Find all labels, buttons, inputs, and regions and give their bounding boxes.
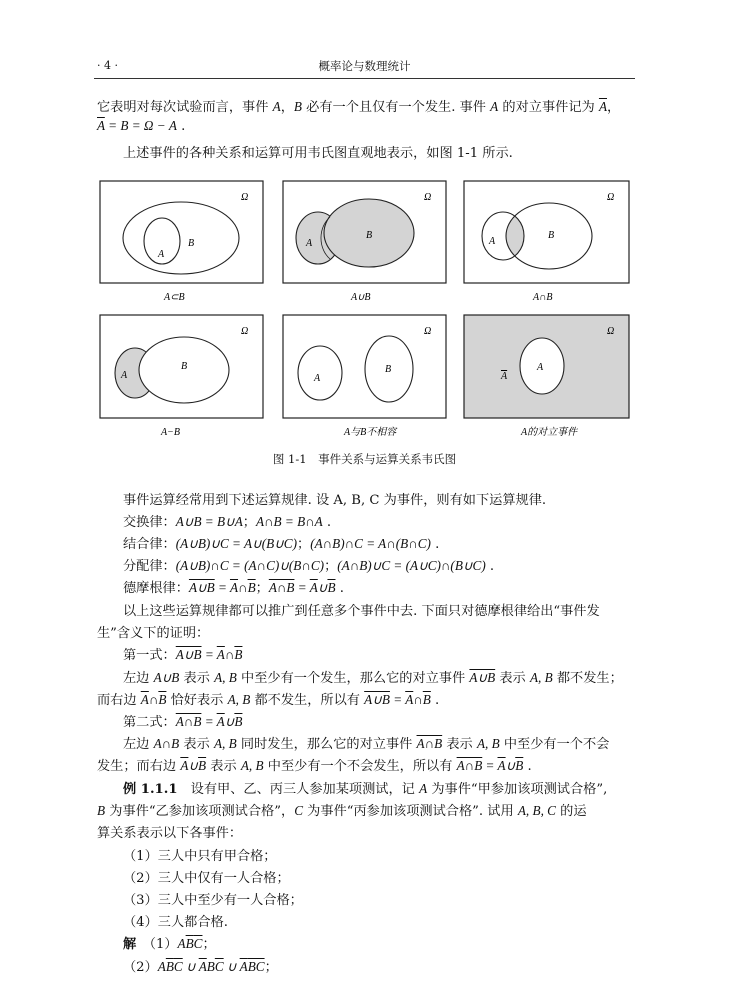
venn-panel-disjoint xyxy=(283,315,446,418)
label-a: A xyxy=(537,362,544,373)
omega-label: Ω xyxy=(241,326,249,337)
label-a-complement: A xyxy=(501,371,508,382)
associative-law: 结合律：(A∪B)∪C = A∪(B∪C)；(A∩B)∩C = A∩(B∩C) . xyxy=(123,536,440,552)
second-formula: 第二式：A∩B = $\overline{A}\cup\overline{B}$ xyxy=(123,714,243,730)
intro-line-1: 它表明对每次试验而言，事件 A，B 必有一个且仅有一个发生. 事件 A 的对立事件记为 $\overline{A}$， xyxy=(97,99,621,115)
figure-title: 图 1-1 事件关系与运算关系韦氏图 xyxy=(272,452,457,466)
label-a: A xyxy=(306,238,313,249)
omega-label: Ω xyxy=(241,192,249,203)
proof-line-2: 而右边 $\overline{A}\cap\overline{B}$ 恰好表示 A, B 都不发生，所以有 A∪B = $\overline{A}\cap\overline{B}$ . xyxy=(97,692,440,708)
caption-union: A∪B xyxy=(351,292,371,303)
caption-complement: A的对立事件 xyxy=(521,427,578,438)
generalization-line-2: 生”含义下的证明： xyxy=(97,626,210,641)
venn-panel-complement xyxy=(464,315,629,418)
example-item-2: （2）三人中仅有一人合格； xyxy=(123,871,290,886)
solution-1: 解 $(1)A\overline{B}\overline{C}$； xyxy=(123,936,216,952)
example-item-4: （4）三人都合格. xyxy=(123,915,228,930)
omega-label: Ω xyxy=(424,192,432,203)
venn-figure xyxy=(96,178,636,440)
commutative-law: 交换律：A∪B = B∪A；A∩B = B∩A . xyxy=(123,514,332,530)
de-morgan-law: 德摩根律：A∪B = $\overline{A}\cap\overline{B}$；A∩B = $\overline{A}\cup\overline{B}$ . xyxy=(123,580,344,596)
label-b: B xyxy=(366,230,373,241)
omega-label: Ω xyxy=(424,326,432,337)
label-a: A xyxy=(314,373,321,384)
label-b: B xyxy=(188,238,195,249)
venn-panel-subset xyxy=(100,181,263,283)
caption-intersection: A∩B xyxy=(533,292,553,303)
label-a: A xyxy=(158,249,165,260)
example-item-1: （1）三人中只有甲合格； xyxy=(123,849,277,864)
caption-disjoint: A与B不相容 xyxy=(344,427,397,438)
proof-line-3: 左边 A∩B 表示 A, B 同时发生，那么它的对立事件 A∩B 表示 A, B 中至少有一个不会 xyxy=(123,736,610,752)
generalization-line-1: 以上这些运算规律都可以推广到任意多个事件中去. 下面只对德摩根律给出“事件发 xyxy=(123,604,600,619)
running-title: 概率论与数理统计 xyxy=(318,59,411,73)
caption-difference: A−B xyxy=(161,427,180,438)
example-line-3: 算关系表示以下各事件： xyxy=(97,826,243,841)
proof-line-1: 左边 A∪B 表示 A, B 中至少有一个发生，那么它的对立事件 A∪B 表示 A, B 都不发生； xyxy=(123,670,623,686)
header-rule xyxy=(94,78,635,79)
caption-subset: A⊂B xyxy=(164,292,185,303)
omega-label: Ω xyxy=(607,326,615,337)
label-a: A xyxy=(121,370,128,381)
example-item-3: （3）三人中至少有一人合格； xyxy=(123,893,303,908)
intro-paragraph-2: 上述事件的各种关系和运算可用韦氏图直观地表示，如图 1-1 所示. xyxy=(123,146,513,161)
venn-panel-difference xyxy=(100,315,263,418)
page-number: · 4 · xyxy=(97,59,118,72)
label-b: B xyxy=(548,230,555,241)
solution-2: $(2)A\overline{B}\overline{C}$ ∪ $\overline{A}B\overline{C}$ ∪ $\overline{A}\overline{BC}$； xyxy=(123,959,278,975)
label-a: A xyxy=(489,236,496,247)
label-b: B xyxy=(181,361,188,372)
venn-panel-union xyxy=(283,181,446,283)
distributive-law: 分配律：(A∪B)∩C = (A∩C)∪(B∩C)；(A∩B)∪C = (A∪C)∩(B∪C) . xyxy=(123,558,495,574)
venn-panel-intersection xyxy=(464,181,629,283)
example-line-1: 例 1.1.1 设有甲、乙、丙三人参加某项测试，记 A 为事件“甲参加该项测试合格”, xyxy=(123,781,608,797)
omega-label: Ω xyxy=(607,192,615,203)
intro-line-2: $\overline{A} = B = \Omega - A$ . xyxy=(97,118,186,134)
first-formula: 第一式：A∪B = $\overline{A}\cap\overline{B}$ xyxy=(123,647,243,663)
example-line-2: B 为事件“乙参加该项测试合格”，C 为事件“丙参加该项测试合格”. 试用 A, B, C 的运 xyxy=(97,803,587,819)
label-b: B xyxy=(385,364,392,375)
rules-intro: 事件运算经常用到下述运算规律. 设 A, B, C 为事件，则有如下运算规律. xyxy=(123,493,547,508)
proof-line-4: 发生；而右边 $\overline{A}\cup\overline{B}$ 表示 A, B 中至少有一个不会发生，所以有 A∩B = $\overline{A}\cup\overline{B}$ . xyxy=(97,758,532,774)
